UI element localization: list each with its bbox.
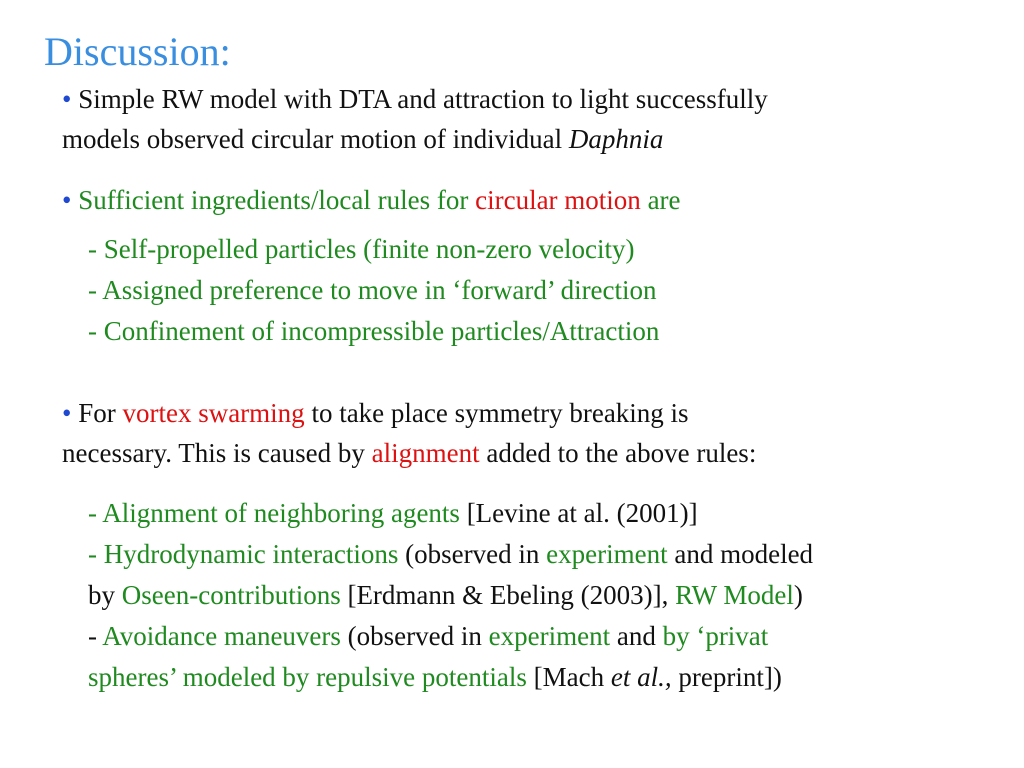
rule-item-3: - Confinement of incompressible particles/Attraction [88,316,660,346]
r1-b: [Levine at al. (2001)] [459,498,698,528]
list-row-1 [88,493,698,534]
p3-text-a: For [78,398,123,428]
r2-d: and modeled [667,539,814,569]
r3-d: RW Model [675,580,794,610]
r4-b: Avoidance maneuvers [102,621,341,651]
r3-e: ) [793,580,803,610]
rule-item-2: - Assigned preference to move in ‘forward’ direction [88,275,657,305]
bullet-icon: • [62,84,72,114]
r5-c: et al., [610,662,672,692]
p3-text-e: alignment [371,438,480,468]
p3-text-b: vortex swarming [122,398,305,428]
p1-text-1: Simple RW model with DTA and attraction to light successfully [78,84,768,114]
r4-d: experiment [488,621,611,651]
r4-f: by ‘privat [662,621,769,651]
r1-a: - Alignment of neighboring agents [88,498,460,528]
list-row-2 [88,534,813,575]
p2-text-c: are [640,185,681,215]
p3-text-c: to take place symmetry breaking is [304,398,689,428]
r3-a: by [88,580,122,610]
r3-c: [Erdmann & Ebeling (2003)], [340,580,676,610]
paragraph-2-heading [62,181,681,220]
p1-text-2: models observed circular motion of individual [62,124,569,154]
r4-e: and [610,621,663,651]
list-row-4 [88,616,768,657]
r4-c: (observed in [340,621,489,651]
r2-a: - Hydrodynamic interactions [88,539,399,569]
r3-b: Oseen-contributions [121,580,341,610]
p3-text-d: necessary. This is caused by [62,438,372,468]
p1-italic-daphnia: Daphnia [568,124,664,154]
p2-text-a: Sufficient ingredients/local rules for [78,185,476,215]
paragraph-1-line-2 [62,120,663,159]
slide-title: Discussion: [44,29,231,74]
p2-text-b: circular motion [475,185,641,215]
r5-a: spheres’ modeled by repulsive potentials [88,662,527,692]
list-row-5 [88,657,782,698]
rule-item-1: - Self-propelled particles (finite non-zero velocity) [88,234,635,264]
paragraph-3-line-1 [62,394,689,433]
paragraph-3-line-2 [62,434,756,473]
r2-c: experiment [546,539,668,569]
list-row-3 [88,575,803,616]
r2-b: (observed in [398,539,547,569]
r5-b: [Mach [526,662,611,692]
p3-text-f: added to the above rules: [479,438,757,468]
bullet-icon: • [62,398,72,428]
r5-d: preprint]) [671,662,782,692]
r4-a: - [88,621,103,651]
paragraph-1-line-1 [62,80,768,119]
bullet-icon: • [62,185,72,215]
